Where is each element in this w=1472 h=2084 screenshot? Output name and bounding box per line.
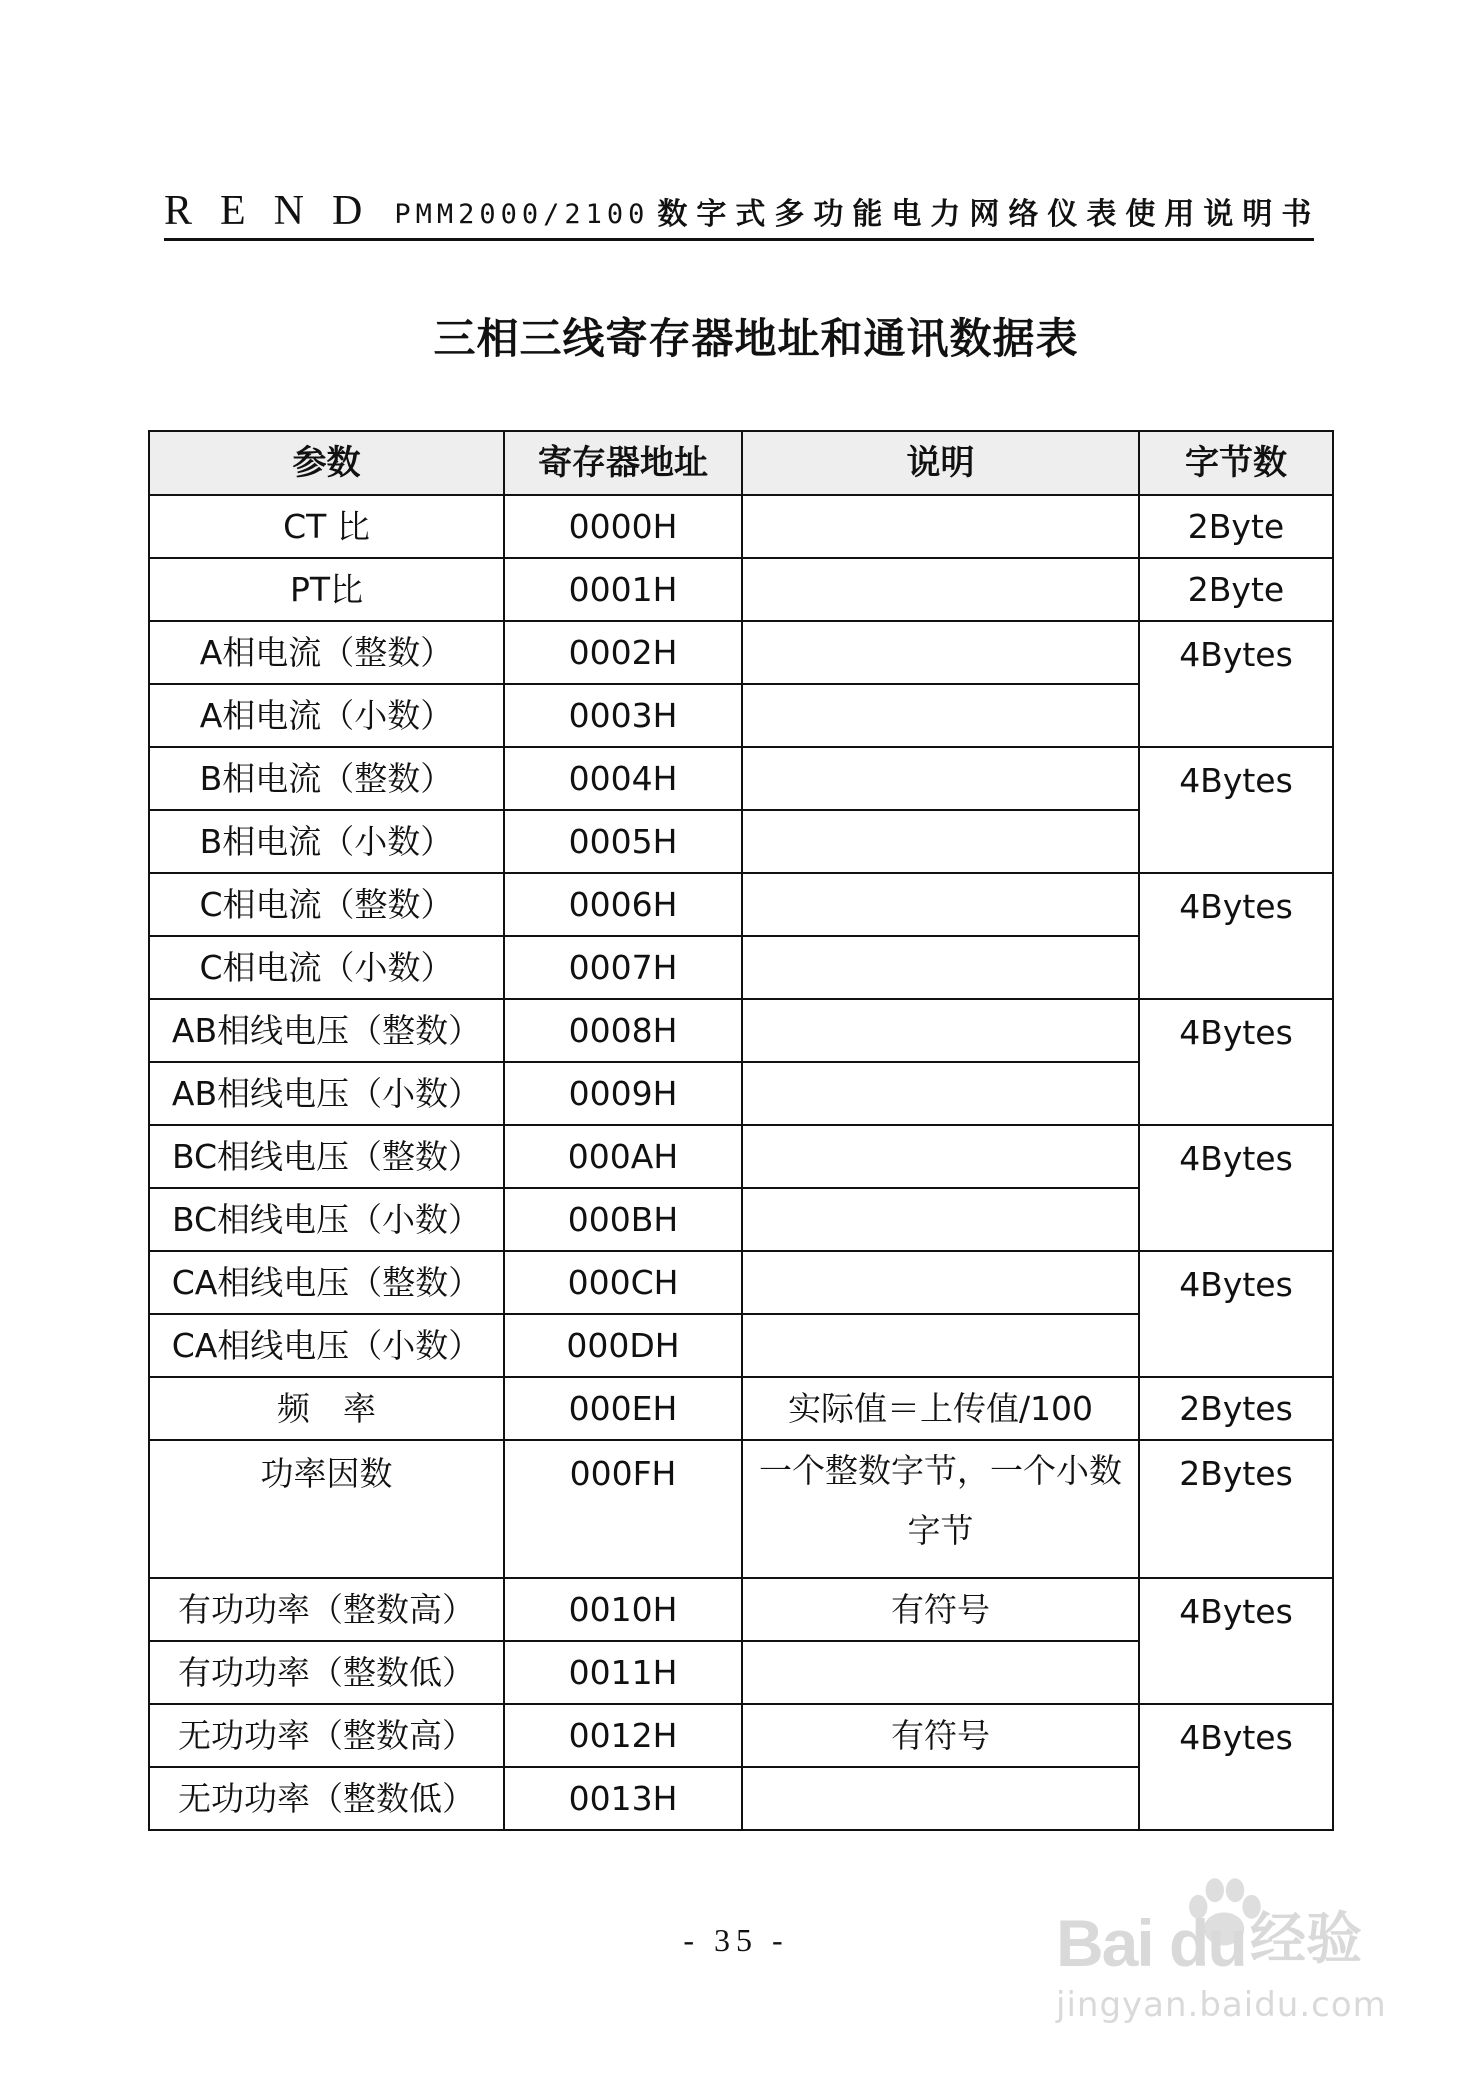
baidu-jingyan-watermark [1050, 1870, 1390, 2040]
address-cell: 000DH [504, 1314, 742, 1377]
note-cell [742, 810, 1139, 873]
address-cell: 0009H [504, 1062, 742, 1125]
note-cell [742, 1125, 1139, 1188]
param-cell: B相电流（小数） [149, 810, 504, 873]
product-model: PMM2000/2100 [394, 199, 650, 230]
param-cell: A相电流（整数） [149, 621, 504, 684]
address-cell: 0003H [504, 684, 742, 747]
note-cell [742, 1251, 1139, 1314]
note-cell [742, 873, 1139, 936]
param-cell: B相电流（整数） [149, 747, 504, 810]
address-cell: 000AH [504, 1125, 742, 1188]
bytes-cell: 4Bytes [1139, 747, 1333, 873]
table-row [149, 1704, 1333, 1767]
param-cell: 无功功率（整数高） [149, 1704, 504, 1767]
param-cell: 频 率 [149, 1377, 504, 1440]
address-cell: 0013H [504, 1767, 742, 1830]
address-cell: 0006H [504, 873, 742, 936]
address-cell: 0012H [504, 1704, 742, 1767]
table-header-row [149, 431, 1333, 495]
param-cell: PT比 [149, 558, 504, 621]
note-cell: 一个整数字节，一个小数字节 [742, 1440, 1139, 1578]
address-cell: 0005H [504, 810, 742, 873]
param-cell: 有功功率（整数低） [149, 1641, 504, 1704]
column-header-bytes: 字节数 [1139, 431, 1333, 495]
param-cell: CA相线电压（小数） [149, 1314, 504, 1377]
table-row [149, 621, 1333, 684]
table-row [149, 1251, 1333, 1314]
address-cell: 0007H [504, 936, 742, 999]
param-cell: AB相线电压（整数） [149, 999, 504, 1062]
bytes-cell: 2Bytes [1139, 1377, 1333, 1440]
table-row [149, 747, 1333, 810]
note-cell [742, 936, 1139, 999]
param-cell: CT 比 [149, 495, 504, 558]
column-header-param: 参数 [149, 431, 504, 495]
bytes-cell: 4Bytes [1139, 621, 1333, 747]
note-cell [742, 495, 1139, 558]
param-cell: C相电流（整数） [149, 873, 504, 936]
bytes-cell: 4Bytes [1139, 1704, 1333, 1830]
page-title: 三相三线寄存器地址和通讯数据表 [433, 314, 1079, 363]
table-row [149, 999, 1333, 1062]
param-cell: 有功功率（整数高） [149, 1578, 504, 1641]
table-row [149, 873, 1333, 936]
register-table [148, 430, 1334, 1831]
address-cell: 0001H [504, 558, 742, 621]
column-header-note: 说明 [742, 431, 1139, 495]
table-row [149, 1377, 1333, 1440]
param-cell: 功率因数 [149, 1440, 504, 1578]
header-rule [164, 238, 1314, 241]
address-cell: 0011H [504, 1641, 742, 1704]
page-number: - 35 - [683, 1922, 789, 1958]
param-cell: AB相线电压（小数） [149, 1062, 504, 1125]
bytes-cell: 2Byte [1139, 558, 1333, 621]
bytes-cell: 4Bytes [1139, 873, 1333, 999]
bytes-cell: 2Bytes [1139, 1440, 1333, 1578]
note-cell [742, 1314, 1139, 1377]
note-cell [742, 1641, 1139, 1704]
address-cell: 0004H [504, 747, 742, 810]
address-cell: 000BH [504, 1188, 742, 1251]
note-cell [742, 1062, 1139, 1125]
running-header [164, 176, 1321, 234]
table-row [149, 1440, 1333, 1578]
address-cell: 000CH [504, 1251, 742, 1314]
param-cell: BC相线电压（小数） [149, 1188, 504, 1251]
bytes-cell: 4Bytes [1139, 1125, 1333, 1251]
note-cell [742, 1188, 1139, 1251]
param-cell: CA相线电压（整数） [149, 1251, 504, 1314]
table-row [149, 495, 1333, 558]
note-cell [742, 621, 1139, 684]
address-cell: 0000H [504, 495, 742, 558]
bytes-cell: 2Byte [1139, 495, 1333, 558]
note-cell: 有符号 [742, 1704, 1139, 1767]
param-cell: 无功功率（整数低） [149, 1767, 504, 1830]
note-cell [742, 558, 1139, 621]
bytes-cell: 4Bytes [1139, 999, 1333, 1125]
watermark-logo-text: Bai du [1056, 1906, 1246, 1980]
note-cell: 实际值＝上传值/100 [742, 1377, 1139, 1440]
table-row [149, 558, 1333, 621]
table-row [149, 1125, 1333, 1188]
watermark-url: jingyan.baidu.com [1056, 1985, 1387, 2025]
brand-name: REND [164, 188, 391, 234]
note-cell [742, 747, 1139, 810]
address-cell: 0010H [504, 1578, 742, 1641]
column-header-address: 寄存器地址 [504, 431, 742, 495]
watermark-site-text: 经验 [1250, 1907, 1362, 1972]
bytes-cell: 4Bytes [1139, 1578, 1333, 1704]
note-cell [742, 1767, 1139, 1830]
address-cell: 0008H [504, 999, 742, 1062]
table-row [149, 1578, 1333, 1641]
note-cell [742, 999, 1139, 1062]
address-cell: 0002H [504, 621, 742, 684]
param-cell: C相电流（小数） [149, 936, 504, 999]
note-cell [742, 684, 1139, 747]
manual-title: 数字式多功能电力网络仪表使用说明书 [657, 197, 1321, 232]
address-cell: 000EH [504, 1377, 742, 1440]
param-cell: BC相线电压（整数） [149, 1125, 504, 1188]
note-cell: 有符号 [742, 1578, 1139, 1641]
bytes-cell: 4Bytes [1139, 1251, 1333, 1377]
address-cell: 000FH [504, 1440, 742, 1578]
param-cell: A相电流（小数） [149, 684, 504, 747]
